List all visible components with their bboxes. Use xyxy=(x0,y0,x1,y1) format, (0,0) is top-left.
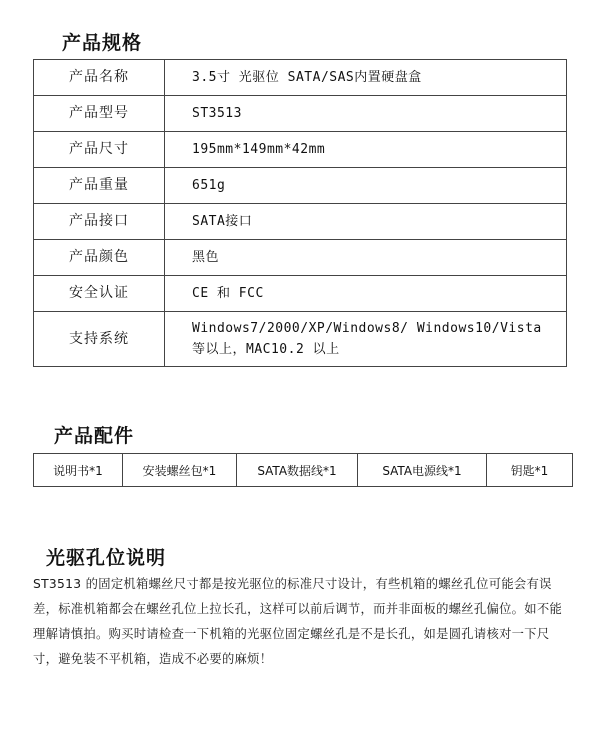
spec-label: 产品尺寸 xyxy=(34,132,165,168)
accessory-item: SATA电源线*1 xyxy=(358,454,487,487)
accessory-item: SATA数据线*1 xyxy=(237,454,358,487)
spec-row-os xyxy=(34,312,567,367)
spec-table xyxy=(33,59,567,367)
spec-row-interface xyxy=(34,204,567,240)
spec-value: 3.5寸 光驱位 SATA/SAS内置硬盘盒 xyxy=(165,60,567,96)
spec-section-title: 产品规格 xyxy=(62,32,143,54)
spec-value: 651g xyxy=(165,168,567,204)
spec-label: 支持系统 xyxy=(34,312,165,367)
spec-row-weight xyxy=(34,168,567,204)
spec-row-name xyxy=(34,60,567,96)
spec-value: ST3513 xyxy=(165,96,567,132)
spec-value: 黑色 xyxy=(165,240,567,276)
spec-label: 产品接口 xyxy=(34,204,165,240)
spec-row-certification xyxy=(34,276,567,312)
spec-label: 产品颜色 xyxy=(34,240,165,276)
spec-value: 195mm*149mm*42mm xyxy=(165,132,567,168)
spec-label: 产品名称 xyxy=(34,60,165,96)
spec-value: CE 和 FCC xyxy=(165,276,567,312)
note-section-title: 光驱孔位说明 xyxy=(46,547,167,569)
spec-label: 产品重量 xyxy=(34,168,165,204)
accessories-row xyxy=(34,454,573,487)
spec-row-size xyxy=(34,132,567,168)
accessories-table xyxy=(33,453,573,487)
accessory-item: 钥匙*1 xyxy=(487,454,573,487)
spec-row-color xyxy=(34,240,567,276)
accessory-item: 说明书*1 xyxy=(34,454,123,487)
spec-label: 产品型号 xyxy=(34,96,165,132)
spec-label: 安全认证 xyxy=(34,276,165,312)
spec-value: Windows7/2000/XP/Windows8/ Windows10/Vista 等以上，MAC10.2 以上 xyxy=(165,312,567,367)
note-paragraph: ST3513 的固定机箱螺丝尺寸都是按光驱位的标准尺寸设计，有些机箱的螺丝孔位可能会有误差，标准机箱都会在螺丝孔位上拉长孔，这样可以前后调节，而并非面板的螺丝孔偏位。如不能理解请慎拍。购买时请检查一下机箱的光驱位固定螺丝孔是不是长孔，如是圆孔请核对一下尺寸，避免装不平机箱，造成不必要的麻烦！ xyxy=(33,577,563,666)
spec-value: SATA接口 xyxy=(165,204,567,240)
spec-row-model xyxy=(34,96,567,132)
accessory-item: 安装螺丝包*1 xyxy=(123,454,237,487)
accessories-section-title: 产品配件 xyxy=(54,425,135,447)
